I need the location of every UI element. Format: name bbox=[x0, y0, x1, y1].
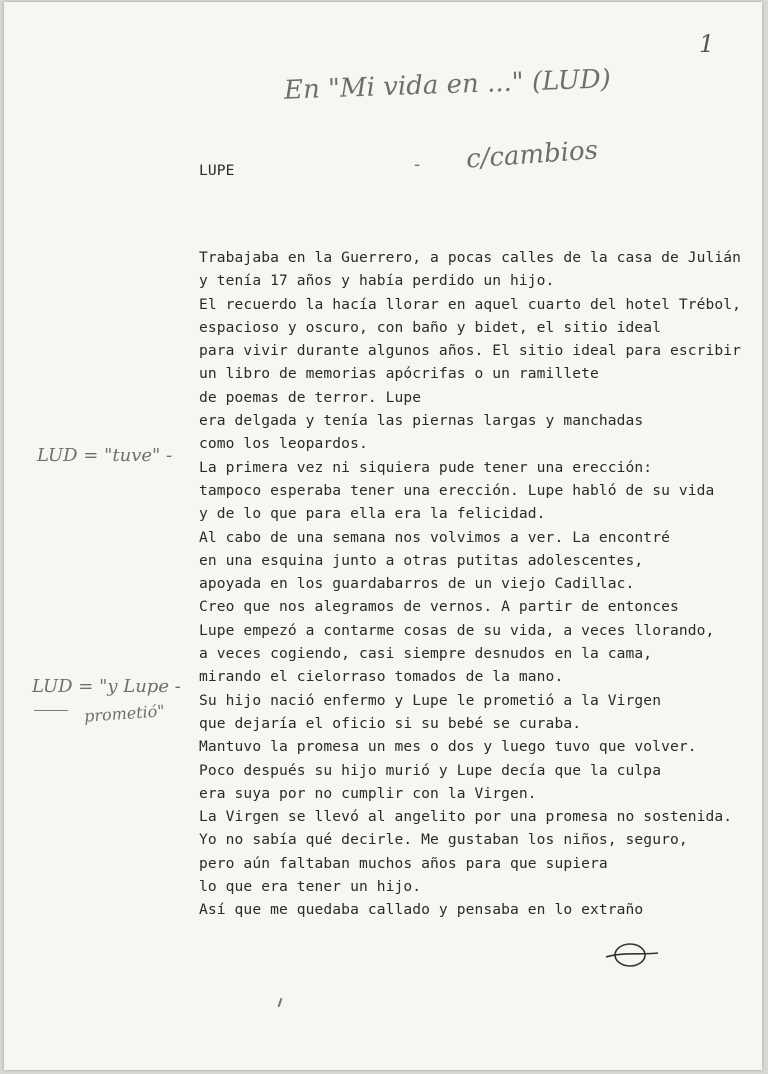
text-line: en una esquina junto a otras putitas adolescentes, bbox=[199, 551, 644, 569]
text-line: y tenía 17 años y había perdido un hijo. bbox=[199, 272, 555, 290]
text-line: lo que era tener un hijo. bbox=[199, 878, 422, 896]
text-line: era suya por no cumplir con la Virgen. bbox=[199, 784, 537, 802]
text-line: Al cabo de una semana nos volvimos a ver. La encontré bbox=[199, 528, 670, 546]
manuscript-page bbox=[4, 2, 762, 1070]
text-line: espacioso y oscuro, con baño y bidet, el sitio ideal bbox=[199, 318, 662, 336]
typed-body-text bbox=[199, 246, 741, 922]
handwritten-top-note: En "Mi vida en ..." (LUD) bbox=[283, 64, 612, 106]
margin-note-y-lupe: LUD = "y Lupe - bbox=[32, 676, 181, 697]
text-line: un libro de memorias apócrifas o un ramillete bbox=[199, 365, 599, 383]
handwritten-dash: - bbox=[414, 154, 421, 175]
margin-note-tuve: LUD = "tuve" - bbox=[37, 445, 173, 466]
document-title: LUPE bbox=[199, 162, 235, 179]
text-line: El recuerdo la hacía llorar en aquel cuarto del hotel Trébol, bbox=[199, 295, 742, 313]
text-line: Así que me quedaba callado y pensaba en lo extraño bbox=[199, 901, 644, 919]
end-of-page-mark-icon bbox=[602, 934, 662, 974]
handwritten-changes-note: c/cambios bbox=[465, 135, 599, 175]
text-line: que dejaría el oficio si su bebé se curaba. bbox=[199, 714, 582, 732]
text-line: y de lo que para ella era la felicidad. bbox=[199, 505, 546, 523]
text-line: como los leopardos. bbox=[199, 435, 368, 453]
page-number: 1 bbox=[699, 30, 715, 58]
text-line: Mantuvo la promesa un mes o dos y luego tuvo que volver. bbox=[199, 738, 697, 756]
text-line: Poco después su hijo murió y Lupe decía que la culpa bbox=[199, 761, 662, 779]
text-line: de poemas de terror. Lupe bbox=[199, 388, 422, 406]
text-line: apoyada en los guardabarros de un viejo Cadillac. bbox=[199, 575, 635, 593]
text-line: tampoco esperaba tener una erección. Lupe habló de su vida bbox=[199, 481, 715, 499]
text-line: Su hijo nació enfermo y Lupe le prometió a la Virgen bbox=[199, 691, 662, 709]
text-line: mirando el cielorraso tomados de la mano. bbox=[199, 668, 564, 686]
margin-note-prometio: prometió" bbox=[83, 701, 166, 726]
text-line: era delgada y tenía las piernas largas y manchadas bbox=[199, 412, 644, 430]
text-line: La primera vez ni siquiera pude tener una erección: bbox=[199, 458, 653, 476]
handwritten-underline bbox=[34, 710, 68, 711]
stray-pen-mark bbox=[278, 998, 283, 1007]
text-line: Lupe empezó a contarme cosas de su vida, a veces llorando, bbox=[199, 621, 715, 639]
text-line: La Virgen se llevó al angelito por una promesa no sostenida. bbox=[199, 808, 733, 826]
text-line: para vivir durante algunos años. El sitio ideal para escribir bbox=[199, 342, 742, 360]
text-line: pero aún faltaban muchos años para que supiera bbox=[199, 854, 608, 872]
text-line: Yo no sabía qué decirle. Me gustaban los niños, seguro, bbox=[199, 831, 688, 849]
text-line: a veces cogiendo, casi siempre desnudos en la cama, bbox=[199, 645, 653, 663]
text-line: Creo que nos alegramos de vernos. A partir de entonces bbox=[199, 598, 679, 616]
text-line: Trabajaba en la Guerrero, a pocas calles de la casa de Julián bbox=[199, 249, 742, 266]
